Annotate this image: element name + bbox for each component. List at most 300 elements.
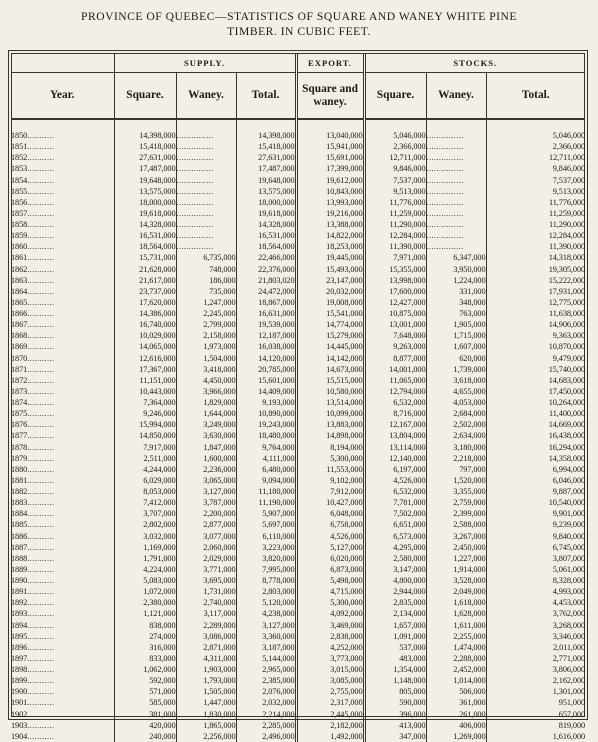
stocks-total-cell: 9,846,000 — [486, 163, 585, 174]
supply-waney-cell: 1,644,000 — [176, 408, 236, 419]
supply-square-cell: 10,029,000 — [114, 330, 176, 341]
supply-square-cell: 21,617,000 — [114, 275, 176, 286]
supply-square-cell: 10,443,000 — [114, 386, 176, 397]
supply-waney-cell: 748,000 — [176, 264, 236, 275]
stocks-waney-cell: 2,218,000 — [426, 453, 486, 464]
stocks-square-cell: 6,573,000 — [364, 531, 426, 542]
year-cell: 1858........... — [11, 220, 55, 229]
stocks-total-cell: 6,994,000 — [486, 464, 585, 475]
year-cell: 1862........... — [11, 264, 55, 274]
supply-total-cell: 22,466,000 — [236, 252, 296, 263]
supply-waney-cell: 1,865,000 — [176, 720, 236, 731]
year-label: 1893 — [11, 609, 28, 619]
supply-waney-cell: 4,450,000 — [176, 375, 236, 386]
header-export — [296, 73, 364, 120]
year-label: 1872 — [11, 375, 28, 385]
stocks-square-cell: 4,526,000 — [364, 475, 426, 486]
supply-waney-cell: ............... — [176, 141, 236, 152]
supply-total-cell: 24,472,000 — [236, 286, 296, 297]
stocks-total-cell: 3,807,000 — [486, 553, 585, 564]
supply-square-cell: 17,620,000 — [114, 297, 176, 308]
supply-waney-cell: 735,000 — [176, 286, 236, 297]
supply-waney-cell: 186,000 — [176, 275, 236, 286]
stocks-waney-cell: 2,399,000 — [426, 508, 486, 519]
export-cell: 14,898,000 — [296, 430, 364, 441]
stocks-waney-cell: 3,180,000 — [426, 442, 486, 453]
stocks-waney-cell: 1,715,000 — [426, 330, 486, 341]
year-label: 1877 — [11, 431, 28, 441]
year-cell: 1901........... — [11, 698, 55, 708]
supply-total-cell: 14,120,000 — [236, 353, 296, 364]
year-label: 1879 — [11, 453, 28, 463]
year-cell: 1863........... — [11, 275, 55, 285]
year-label: 1859 — [11, 231, 28, 241]
table-row — [11, 531, 585, 542]
stocks-square-cell: 7,781,000 — [364, 497, 426, 508]
export-cell: 3,773,000 — [296, 653, 364, 664]
supply-total-cell: 12,187,000 — [236, 330, 296, 341]
year-label: 1876 — [11, 420, 28, 430]
supply-square-cell: 1,121,000 — [114, 608, 176, 619]
supply-waney-cell: 1,247,000 — [176, 297, 236, 308]
export-cell: 17,399,000 — [296, 163, 364, 174]
export-cell: 13,883,000 — [296, 419, 364, 430]
stocks-total-cell: 11,400,000 — [486, 408, 585, 419]
year-cell: 1877........... — [11, 431, 55, 441]
stocks-waney-cell: 506,000 — [426, 686, 486, 697]
year-cell: 1888........... — [11, 553, 55, 563]
supply-waney-cell: 1,731,000 — [176, 586, 236, 597]
header-supply-waney: Waney. — [176, 73, 236, 120]
year-cell: 1896........... — [11, 642, 55, 652]
table-row — [11, 575, 585, 586]
supply-total-cell: 11,190,000 — [236, 497, 296, 508]
year-label: 1883 — [11, 498, 28, 508]
year-cell: 1850........... — [11, 131, 55, 140]
year-cell: 1872........... — [11, 375, 55, 385]
supply-waney-cell: 3,630,000 — [176, 430, 236, 441]
stocks-waney-cell: 1,739,000 — [426, 364, 486, 375]
year-label: 1852 — [11, 153, 28, 163]
stocks-waney-cell: 2,049,000 — [426, 586, 486, 597]
supply-total-cell: 9,764,000 — [236, 442, 296, 453]
stocks-waney-cell: 406,000 — [426, 720, 486, 731]
supply-square-cell: 14,398,000 — [114, 130, 176, 141]
table-row — [11, 586, 585, 597]
supply-total-cell: 2,385,000 — [236, 675, 296, 686]
header-supply-total: Total. — [236, 73, 296, 120]
stocks-total-cell: 12,775,000 — [486, 297, 585, 308]
supply-total-cell: 5,697,000 — [236, 519, 296, 530]
year-cell: 1864........... — [11, 286, 55, 296]
supply-square-cell: 316,000 — [114, 642, 176, 653]
supply-total-cell: 9,193,000 — [236, 397, 296, 408]
year-label: 1853 — [11, 164, 28, 174]
stocks-waney-cell: 348,000 — [426, 297, 486, 308]
stocks-square-cell: 9,513,000 — [364, 186, 426, 197]
year-cell: 1886........... — [11, 531, 55, 541]
year-label: 1857 — [11, 208, 28, 218]
supply-total-cell: 18,480,000 — [236, 430, 296, 441]
supply-total-cell: 10,890,000 — [236, 408, 296, 419]
supply-square-cell: 8,053,000 — [114, 486, 176, 497]
supply-total-cell: 15,601,000 — [236, 375, 296, 386]
supply-square-cell: 23,737,000 — [114, 286, 176, 297]
table-row — [11, 386, 585, 397]
table-row — [11, 264, 585, 275]
stocks-square-cell: 9,846,000 — [364, 163, 426, 174]
table-row — [11, 252, 585, 263]
stocks-total-cell: 9,363,000 — [486, 330, 585, 341]
supply-square-cell: 17,487,000 — [114, 163, 176, 174]
supply-waney-cell: ............... — [176, 163, 236, 174]
supply-total-cell: 19,648,000 — [236, 175, 296, 186]
supply-square-cell: 4,244,000 — [114, 464, 176, 475]
supply-square-cell: 7,364,000 — [114, 397, 176, 408]
stocks-total-cell: 6,046,000 — [486, 475, 585, 486]
supply-waney-cell: ............... — [176, 175, 236, 186]
stocks-waney-cell: ............... — [426, 219, 486, 230]
stocks-total-cell: 8,328,000 — [486, 575, 585, 586]
supply-waney-cell: 1,793,000 — [176, 675, 236, 686]
supply-waney-cell: 1,847,000 — [176, 442, 236, 453]
stocks-square-cell: 1,091,000 — [364, 631, 426, 642]
export-cell: 6,048,000 — [296, 508, 364, 519]
table-row — [11, 430, 585, 441]
supply-waney-cell: 2,060,000 — [176, 542, 236, 553]
export-cell: 23,147,000 — [296, 275, 364, 286]
export-cell: 15,541,000 — [296, 308, 364, 319]
group-stocks: STOCKS. — [364, 53, 585, 73]
stocks-square-cell: 12,794,000 — [364, 386, 426, 397]
stocks-waney-cell: 2,288,000 — [426, 653, 486, 664]
year-label: 1855 — [11, 186, 28, 196]
supply-total-cell: 6,110,000 — [236, 531, 296, 542]
supply-total-cell: 2,076,000 — [236, 686, 296, 697]
year-label: 1882 — [11, 487, 28, 496]
year-cell: 1900........... — [11, 687, 55, 697]
header-year: Year. — [11, 73, 114, 120]
stocks-waney-cell: 2,634,000 — [426, 430, 486, 441]
stocks-waney-cell: 1,227,000 — [426, 553, 486, 564]
year-label: 1898 — [11, 665, 28, 674]
stocks-total-cell: 12,284,000 — [486, 230, 585, 241]
table-row — [11, 497, 585, 508]
year-label: 1875 — [11, 409, 28, 419]
stocks-waney-cell: 4,655,000 — [426, 386, 486, 397]
table-row — [11, 130, 585, 141]
export-cell: 14,774,000 — [296, 319, 364, 330]
year-cell: 1879........... — [11, 453, 55, 463]
stocks-total-cell: 11,638,000 — [486, 308, 585, 319]
table-row — [11, 219, 585, 230]
table-row — [11, 297, 585, 308]
stocks-square-cell: 11,390,000 — [364, 241, 426, 252]
table-row — [11, 308, 585, 319]
year-label: 1900 — [11, 687, 28, 697]
stocks-total-cell: 9,901,000 — [486, 508, 585, 519]
year-cell: 1852........... — [11, 153, 55, 163]
export-cell: 13,514,000 — [296, 397, 364, 408]
stocks-square-cell: 805,000 — [364, 686, 426, 697]
supply-square-cell: 14,386,000 — [114, 308, 176, 319]
year-label: 1895 — [11, 631, 28, 641]
stocks-total-cell: 9,479,000 — [486, 353, 585, 364]
table-row — [11, 553, 585, 564]
supply-waney-cell: 1,600,000 — [176, 453, 236, 464]
stocks-total-cell: 7,537,000 — [486, 175, 585, 186]
stocks-square-cell: 15,355,000 — [364, 264, 426, 275]
export-cell: 13,993,000 — [296, 197, 364, 208]
table-row — [11, 364, 585, 375]
table-row — [11, 642, 585, 653]
stocks-square-cell: 590,000 — [364, 697, 426, 708]
table-row — [11, 408, 585, 419]
table-row — [11, 208, 585, 219]
year-label: 1885 — [11, 520, 28, 530]
year-label: 1863 — [11, 275, 28, 285]
export-cell: 5,300,000 — [296, 597, 364, 608]
stocks-waney-cell: 2,502,000 — [426, 419, 486, 430]
supply-square-cell: 14,065,000 — [114, 341, 176, 352]
stocks-square-cell: 11,065,000 — [364, 375, 426, 386]
supply-square-cell: 381,000 — [114, 709, 176, 720]
header-export-line-1: Square and — [302, 82, 358, 95]
table-row — [11, 375, 585, 386]
stocks-square-cell: 8,877,000 — [364, 353, 426, 364]
supply-total-cell: 2,032,000 — [236, 697, 296, 708]
stocks-total-cell: 2,011,000 — [486, 642, 585, 653]
year-label: 1850 — [11, 131, 28, 140]
table-row — [11, 175, 585, 186]
supply-waney-cell: 3,086,000 — [176, 631, 236, 642]
table-row — [11, 519, 585, 530]
table-row — [11, 686, 585, 697]
export-cell: 5,127,000 — [296, 542, 364, 553]
year-label: 1869 — [11, 342, 28, 352]
stocks-square-cell: 13,804,000 — [364, 430, 426, 441]
export-cell: 14,673,000 — [296, 364, 364, 375]
supply-waney-cell: 2,158,000 — [176, 330, 236, 341]
year-label: 1856 — [11, 197, 28, 207]
year-cell: 1854........... — [11, 175, 55, 185]
year-cell: 1890........... — [11, 576, 55, 585]
supply-square-cell: 1,072,000 — [114, 586, 176, 597]
supply-square-cell: 16,531,000 — [114, 230, 176, 241]
stocks-square-cell: 413,000 — [364, 720, 426, 731]
stocks-square-cell: 12,427,000 — [364, 297, 426, 308]
year-cell: 1885........... — [11, 520, 55, 530]
supply-square-cell: 15,994,000 — [114, 419, 176, 430]
stocks-total-cell: 11,776,000 — [486, 197, 585, 208]
stocks-total-cell: 3,762,000 — [486, 608, 585, 619]
stocks-total-cell: 1,616,000 — [486, 731, 585, 742]
stocks-square-cell: 4,800,000 — [364, 575, 426, 586]
table-row — [11, 341, 585, 352]
year-label: 1894 — [11, 620, 28, 630]
table-row — [11, 720, 585, 731]
supply-square-cell: 6,029,000 — [114, 475, 176, 486]
stocks-square-cell: 14,001,000 — [364, 364, 426, 375]
stocks-total-cell: 1,301,000 — [486, 686, 585, 697]
table-row — [11, 330, 585, 341]
export-cell: 6,020,000 — [296, 553, 364, 564]
table-row — [11, 353, 585, 364]
supply-waney-cell: ............... — [176, 152, 236, 163]
export-cell: 2,755,000 — [296, 686, 364, 697]
supply-total-cell: 19,618,000 — [236, 208, 296, 219]
year-cell: 1876........... — [11, 420, 55, 430]
stocks-total-cell: 10,540,000 — [486, 497, 585, 508]
stocks-square-cell: 1,657,000 — [364, 620, 426, 631]
export-cell: 10,580,000 — [296, 386, 364, 397]
stocks-total-cell: 3,346,000 — [486, 631, 585, 642]
stocks-waney-cell: ............... — [426, 208, 486, 219]
table-body — [11, 119, 585, 742]
supply-total-cell: 2,496,000 — [236, 731, 296, 742]
year-label: 1901 — [11, 698, 28, 708]
table-row — [11, 319, 585, 330]
year-label: 1851 — [11, 142, 28, 152]
stocks-total-cell: 17,450,000 — [486, 386, 585, 397]
group-supply: SUPPLY. — [114, 53, 296, 73]
stocks-waney-cell: 2,588,000 — [426, 519, 486, 530]
supply-waney-cell: ............... — [176, 197, 236, 208]
supply-square-cell: 1,062,000 — [114, 664, 176, 675]
year-cell: 1897........... — [11, 653, 55, 663]
export-cell: 8,194,000 — [296, 442, 364, 453]
year-label: 1897 — [11, 653, 28, 663]
stocks-square-cell: 13,114,000 — [364, 442, 426, 453]
supply-square-cell: 18,000,000 — [114, 197, 176, 208]
year-label: 1887 — [11, 542, 28, 552]
stocks-total-cell: 5,061,000 — [486, 564, 585, 575]
year-label: 1871 — [11, 364, 28, 374]
year-label: 1904 — [11, 731, 28, 741]
stocks-square-cell: 6,532,000 — [364, 397, 426, 408]
stocks-waney-cell: ............... — [426, 186, 486, 197]
supply-total-cell: 16,531,000 — [236, 230, 296, 241]
stocks-total-cell: 12,711,000 — [486, 152, 585, 163]
supply-total-cell: 4,111,000 — [236, 453, 296, 464]
stocks-waney-cell: 6,347,000 — [426, 252, 486, 263]
supply-waney-cell: 2,871,000 — [176, 642, 236, 653]
supply-square-cell: 19,648,000 — [114, 175, 176, 186]
supply-total-cell: 3,127,000 — [236, 620, 296, 631]
supply-square-cell: 3,707,000 — [114, 508, 176, 519]
export-cell: 9,102,000 — [296, 475, 364, 486]
stocks-square-cell: 6,532,000 — [364, 486, 426, 497]
stocks-square-cell: 483,000 — [364, 653, 426, 664]
stocks-waney-cell: 1,611,000 — [426, 620, 486, 631]
supply-total-cell: 9,094,000 — [236, 475, 296, 486]
year-cell: 1880........... — [11, 464, 55, 474]
supply-square-cell: 18,564,000 — [114, 241, 176, 252]
stocks-square-cell: 17,600,000 — [364, 286, 426, 297]
year-cell: 1868........... — [11, 331, 55, 341]
export-cell: 13,040,000 — [296, 130, 364, 141]
table-row — [11, 241, 585, 252]
supply-square-cell: 14,328,000 — [114, 219, 176, 230]
stocks-waney-cell: 1,914,000 — [426, 564, 486, 575]
supply-total-cell: 13,575,000 — [236, 186, 296, 197]
supply-square-cell: 9,246,000 — [114, 408, 176, 419]
stocks-square-cell: 2,944,000 — [364, 586, 426, 597]
stocks-square-cell: 12,284,000 — [364, 230, 426, 241]
supply-square-cell: 17,367,000 — [114, 364, 176, 375]
supply-total-cell: 2,965,000 — [236, 664, 296, 675]
stocks-waney-cell: 1,628,000 — [426, 608, 486, 619]
year-label: 1878 — [11, 442, 28, 452]
year-cell: 1891........... — [11, 587, 55, 597]
stocks-waney-cell: 1,607,000 — [426, 341, 486, 352]
table-title — [0, 9, 598, 39]
supply-square-cell: 2,802,000 — [114, 519, 176, 530]
year-cell: 1893........... — [11, 609, 55, 619]
export-cell: 15,691,000 — [296, 152, 364, 163]
table-row — [11, 731, 585, 742]
export-cell: 15,515,000 — [296, 375, 364, 386]
year-cell: 1892........... — [11, 598, 55, 608]
export-cell: 4,715,000 — [296, 586, 364, 597]
export-cell: 10,099,000 — [296, 408, 364, 419]
stocks-square-cell: 2,835,000 — [364, 597, 426, 608]
supply-square-cell: 16,740,000 — [114, 319, 176, 330]
stocks-waney-cell: ............... — [426, 163, 486, 174]
blank-group-cell — [11, 53, 114, 73]
stocks-total-cell: 9,840,000 — [486, 531, 585, 542]
year-label: 1899 — [11, 676, 28, 686]
year-label: 1896 — [11, 642, 28, 652]
stocks-waney-cell: 1,014,000 — [426, 675, 486, 686]
year-label: 1862 — [11, 264, 28, 274]
supply-square-cell: 19,618,000 — [114, 208, 176, 219]
header-supply-square: Square. — [114, 73, 176, 120]
stocks-total-cell: 14,318,000 — [486, 252, 585, 263]
supply-waney-cell: 2,245,000 — [176, 308, 236, 319]
supply-square-cell: 12,616,000 — [114, 353, 176, 364]
year-cell: 1865........... — [11, 297, 55, 307]
title-line-1: PROVINCE OF QUEBEC—STATISTICS OF SQUARE AND WANEY WHITE PINE — [81, 10, 517, 23]
stocks-waney-cell: ............... — [426, 230, 486, 241]
supply-square-cell: 571,000 — [114, 686, 176, 697]
export-cell: 19,612,000 — [296, 175, 364, 186]
supply-total-cell: 17,487,000 — [236, 163, 296, 174]
export-cell: 2,182,000 — [296, 720, 364, 731]
stocks-waney-cell: ............... — [426, 141, 486, 152]
supply-total-cell: 2,803,000 — [236, 586, 296, 597]
supply-waney-cell: ............... — [176, 186, 236, 197]
supply-total-cell: 18,000,000 — [236, 197, 296, 208]
export-cell: 13,388,000 — [296, 219, 364, 230]
supply-square-cell: 15,731,000 — [114, 252, 176, 263]
table-row — [11, 419, 585, 430]
year-label: 1868 — [11, 331, 28, 341]
year-cell: 1904........... — [11, 731, 55, 741]
supply-waney-cell: 6,735,000 — [176, 252, 236, 263]
year-cell: 1884........... — [11, 509, 55, 519]
year-cell: 1851........... — [11, 142, 55, 152]
stocks-total-cell: 11,259,000 — [486, 208, 585, 219]
supply-waney-cell: ............... — [176, 130, 236, 141]
stocks-total-cell: 14,683,000 — [486, 375, 585, 386]
supply-waney-cell: 2,236,000 — [176, 464, 236, 475]
supply-square-cell: 7,917,000 — [114, 442, 176, 453]
supply-waney-cell: ............... — [176, 241, 236, 252]
supply-total-cell: 18,564,000 — [236, 241, 296, 252]
stocks-waney-cell: 3,950,000 — [426, 264, 486, 275]
stocks-waney-cell: 797,000 — [426, 464, 486, 475]
